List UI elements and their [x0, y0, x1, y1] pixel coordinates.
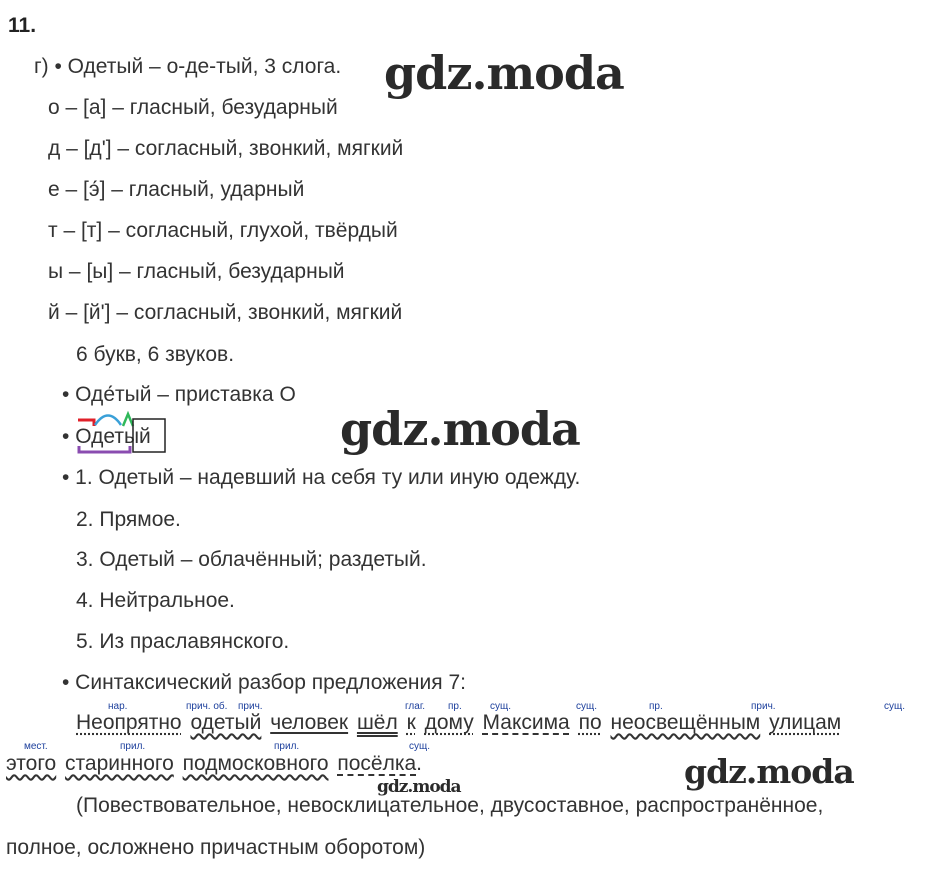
sentence-word: неосвещённым: [610, 711, 761, 734]
sentence-word: человек: [270, 711, 349, 734]
line-meaning-1: • 1. Одетый – надевший на себя ту или иную одежду.: [62, 466, 581, 489]
pos-tag: прил.: [120, 741, 146, 752]
morpheme-suffix: т: [114, 425, 124, 448]
line-sound-e: е – [э́] – гласный, ударный: [48, 178, 305, 201]
watermark: gdz.moda: [340, 402, 580, 456]
watermark: gdz.moda: [377, 777, 461, 797]
morpheme-root: де: [91, 425, 115, 448]
root-arc: [95, 416, 121, 426]
line-letters-sounds: 6 букв, 6 звуков.: [76, 343, 235, 366]
line-meaning-3: 3. Одетый – облачённый; раздетый.: [76, 548, 427, 571]
sentence-word: посёлка: [337, 752, 417, 775]
pos-tag: прич. об.: [186, 701, 228, 712]
pos-tag: пр.: [448, 701, 462, 712]
line-meaning-5: 5. Из праславянского.: [76, 630, 290, 653]
line-sound-o: о – [а] – гласный, безударный: [48, 96, 338, 119]
bullet: •: [62, 425, 70, 448]
sentence-word: Неопрятно: [76, 711, 182, 734]
pos-tag: пр.: [649, 701, 663, 712]
pos-tag: мест.: [24, 741, 48, 752]
suffix-mark: [123, 414, 133, 426]
line-meaning-4: 4. Нейтральное.: [76, 589, 235, 612]
line-characteristics-2: полное, осложнено причастным оборотом): [6, 836, 426, 859]
sentence-line-1: [76, 710, 841, 736]
sentence-word: дому: [424, 711, 474, 734]
sentence-word: этого: [6, 752, 57, 775]
pos-tag: прич.: [751, 701, 776, 712]
prefix-mark: [78, 420, 94, 426]
sentence-line-2: [6, 751, 422, 777]
pos-tag: сущ.: [490, 701, 512, 712]
line-sound-j: й – [й'] – согласный, звонкий, мягкий: [48, 301, 403, 324]
pos-tag: прил.: [274, 741, 300, 752]
sentence-word: улицам: [769, 711, 842, 734]
pos-tag: сущ.: [884, 701, 906, 712]
line-prefix: • Оде́тый – приставка О: [62, 383, 296, 406]
line-meaning-2: 2. Прямое.: [76, 508, 181, 531]
sentence-end: .: [416, 752, 422, 775]
sentence-word: шёл: [356, 711, 398, 734]
watermark: gdz.moda: [684, 752, 854, 791]
word-base-mark: [79, 446, 130, 452]
task-number: 11.: [8, 14, 37, 37]
ending-box: [133, 419, 165, 452]
line-characteristics-1: (Повествовательное, невосклицательное, двусоставное, распространённое,: [76, 794, 824, 817]
line-sound-d: д – [д'] – согласный, звонкий, мягкий: [48, 137, 404, 160]
sentence-word: Максима: [482, 711, 570, 734]
pos-tag: сущ.: [576, 701, 598, 712]
sentence-word: одетый: [190, 711, 262, 734]
pos-tag: нар.: [108, 701, 128, 712]
watermark: gdz.moda: [384, 46, 624, 100]
line-word-syllables: г) • Одетый – о-де-тый, 3 слога.: [34, 55, 342, 78]
line-sound-y: ы – [ы] – гласный, безударный: [48, 260, 345, 283]
morpheme-marks: [70, 408, 180, 458]
sentence-word: к: [406, 711, 416, 734]
morpheme-ending: ый: [123, 425, 151, 448]
sentence-word: по: [578, 711, 602, 734]
morpheme-prefix: О: [75, 425, 92, 448]
pos-tag: сущ.: [409, 741, 431, 752]
pos-tag: прич.: [238, 701, 263, 712]
sentence-word: старинного: [65, 752, 174, 775]
line-sound-t: т – [т] – согласный, глухой, твёрдый: [48, 219, 398, 242]
sentence-word: подмосковного: [182, 752, 329, 775]
pos-tag: глаг.: [405, 701, 426, 712]
line-syntax-heading: • Синтаксический разбор предложения 7:: [62, 671, 466, 694]
